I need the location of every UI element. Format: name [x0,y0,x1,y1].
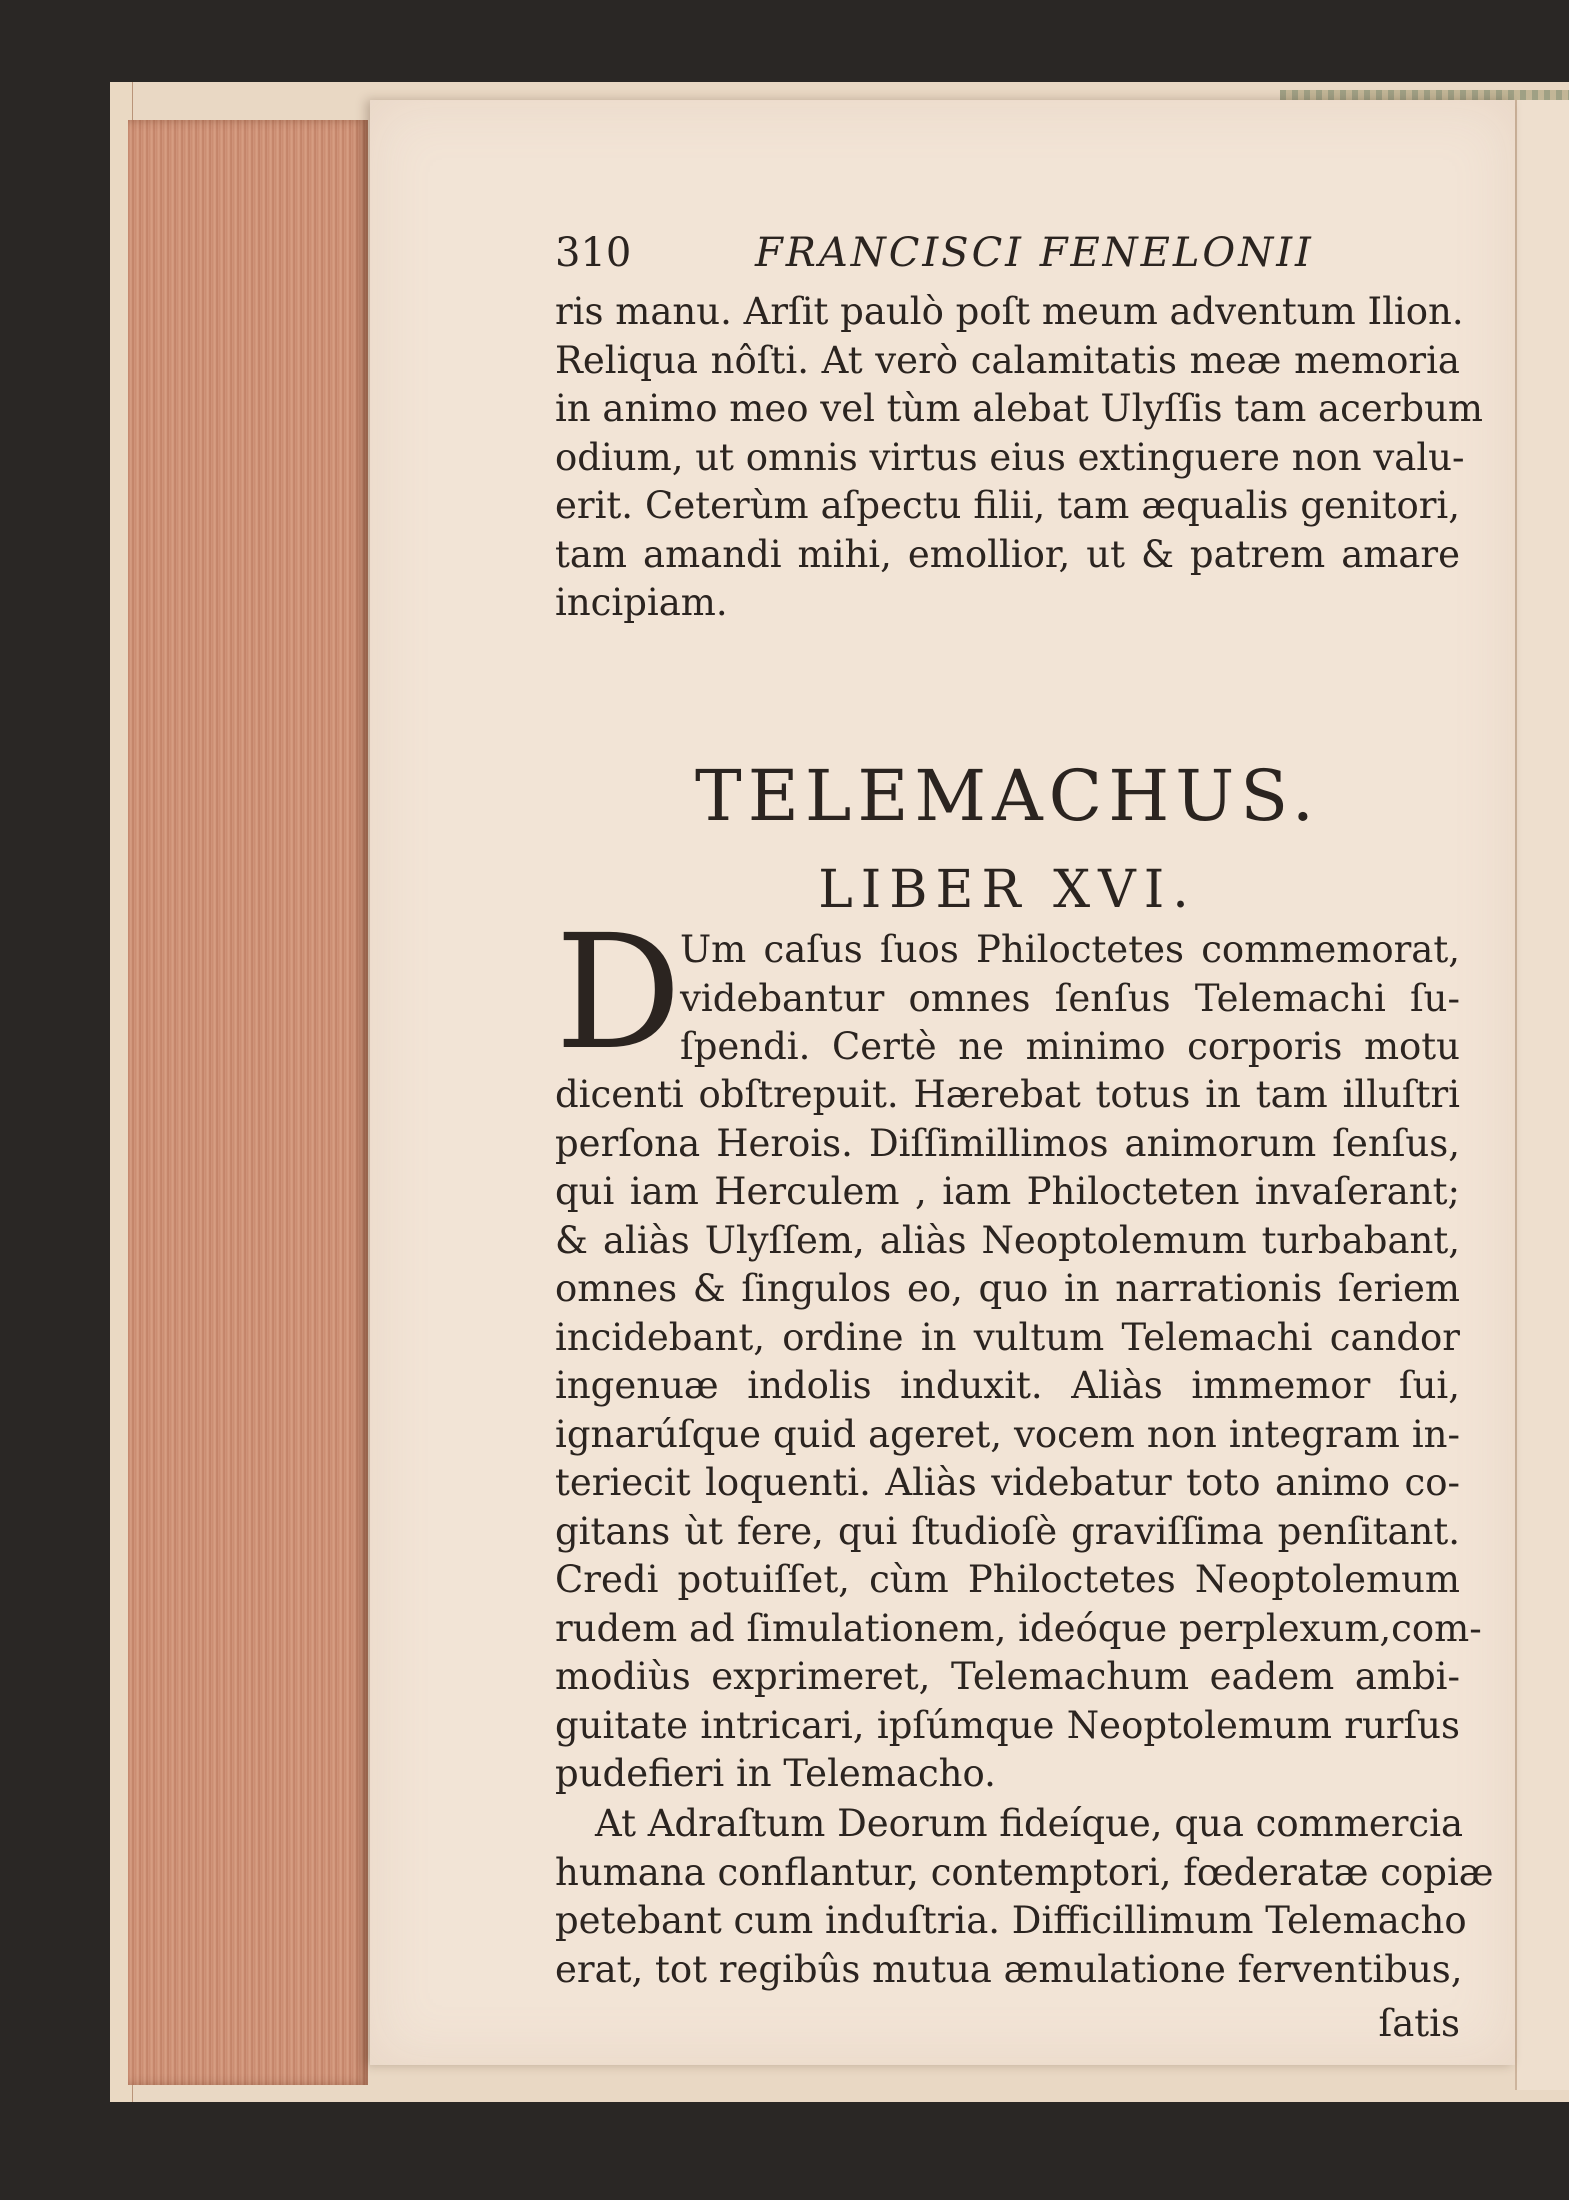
opening-lines [680,926,1460,1072]
catchword: ſatis [1378,2002,1460,2045]
text-line: humana conflantur, contemptori, fœderatæ copiæ [555,1850,1494,1894]
text-line: ſpendi. Certè ne minimo corporis motu [680,1025,1460,1068]
text-line: pudefieri in Telemacho. [555,1752,996,1795]
text-line: erat, tot regibûs mutua æmulatione ferventibus, [555,1947,1463,1991]
text-line: gitans ùt fere, qui ſtudioſè graviſſima penſitant. [555,1509,1460,1553]
text-line: dicenti obſtrepuit. Hærebat totus in tam illuſtri [555,1073,1460,1116]
text-line: tam amandi mihi, emollior, ut & patrem amare [555,532,1460,576]
printed-page [370,100,1515,2065]
top-paragraph [555,288,1484,628]
text-line: Reliqua nôſti. At verò calamitatis meæ memoria [555,338,1460,382]
text-line: guitate intricari, ipſúmque Neoptolemum rurſus [555,1703,1460,1747]
page-number: 310 [555,230,632,276]
text-line: odium, ut omnis virtus eius extinguere non valu- [555,435,1465,479]
running-head [555,230,1375,290]
page-content [370,100,1515,2065]
text-line: qui iam Herculem , iam Philocteten invaſerant; [555,1170,1460,1213]
text-line: incipiam. [555,581,728,624]
facing-page-edge [1515,100,1569,2090]
text-line: ignarúſque quid ageret, vocem non integram in- [555,1412,1460,1456]
running-title: FRANCISCI FENELONII [755,230,1314,276]
text-line: omnes & ſingulos eo, quo in narrationis ſeriem [555,1267,1460,1310]
book-heading: LIBER XVI. [818,860,1197,920]
text-line: incidebant, ordine in vultum Telemachi candor [555,1315,1460,1359]
text-line: & aliàs Ulyſſem, aliàs Neoptolemum turbabant, [555,1218,1460,1262]
section-title: TELEMACHUS. [695,755,1320,837]
text-line: in animo meo vel tùm alebat Ulyſſis tam acerbum [555,387,1484,430]
text-line: modiùs exprimeret, Telemachum eadem ambi- [555,1655,1460,1698]
page-edges [128,120,368,2085]
text-line: perſona Herois. Diſſimillimos animorum ſenſus, [555,1121,1460,1165]
second-paragraph [555,1800,1494,1994]
text-line: ingenuæ indolis induxit. Aliàs immemor ſui, [555,1364,1460,1407]
catchword-line [555,2000,1460,2049]
text-line: videbantur omnes ſenſus Telemachi ſu- [680,976,1460,1020]
main-paragraph [555,1071,1482,1799]
text-line: erit. Ceterùm aſpectu filii, tam æqualis genitori, [555,484,1460,527]
text-line: teriecit loquenti. Aliàs videbatur toto animo co- [555,1461,1460,1504]
text-line: Credi potuiſſet, cùm Philoctetes Neoptolemum [555,1558,1460,1601]
drop-cap: D [555,901,682,1085]
text-line: rudem ad ſimulationem, ideóque perplexum,com- [555,1606,1482,1650]
text-line: ris manu. Arſit paulò poſt meum adventum Ilion. [555,290,1464,333]
text-line: Um caſus ſuos Philoctetes commemorat, [680,928,1460,971]
text-line: petebant cum induſtria. Difficillimum Telemacho [555,1899,1467,1942]
text-line: At Adraſtum Deorum fideíque, qua commercia [595,1802,1464,1845]
